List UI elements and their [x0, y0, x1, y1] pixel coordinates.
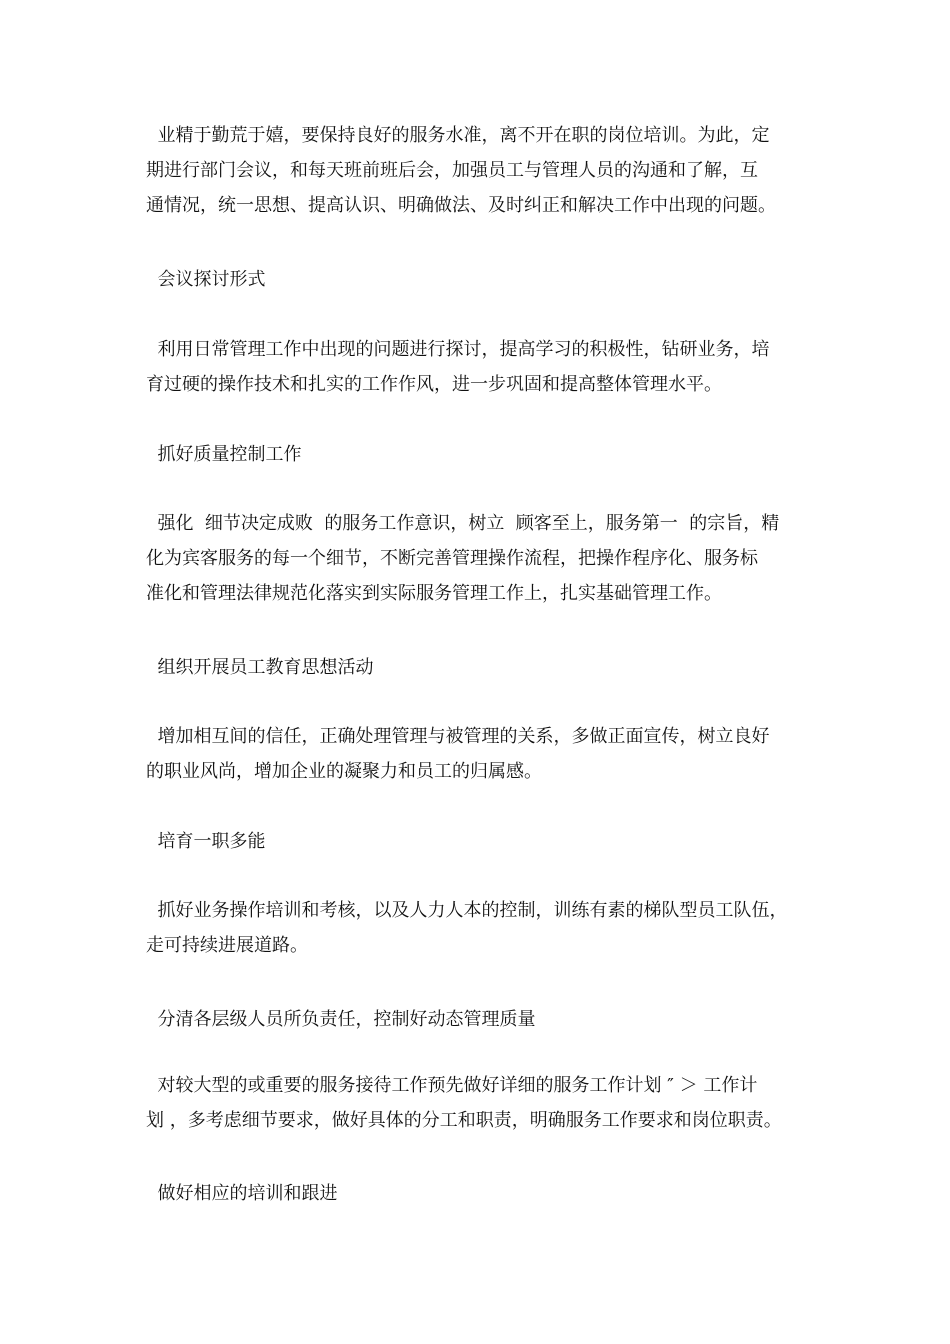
paragraph-4-line-1: 增加相互间的信任，正确处理管理与被管理的关系，多做正面宣传，树立良好	[146, 726, 770, 747]
paragraph-1-line-1: 业精于勤荒于嬉，要保持良好的服务水准，离不开在职的岗位培训。为此，定	[146, 125, 770, 146]
paragraph-2-line-1: 利用日常管理工作中出现的问题进行探讨，提高学习的积极性，钻研业务，培	[146, 339, 770, 360]
section-heading-responsibility: 分清各层级人员所负责任，控制好动态管理质量	[146, 1009, 536, 1030]
paragraph-1-line-3: 通情况，统一思想、提高认识、明确做法、及时纠正和解决工作中出现的问题。	[146, 195, 776, 216]
paragraph-3-line-1: 强化 细节决定成败 的服务工作意识，树立 顾客至上，服务第一 的宗旨，精	[146, 513, 780, 534]
section-heading-quality-control: 抓好质量控制工作	[146, 444, 302, 465]
paragraph-5-line-1: 抓好业务操作培训和考核，以及人力人本的控制，训练有素的梯队型员工队伍，	[146, 900, 788, 921]
paragraph-6-line-1: 对较大型的或重要的服务接待工作预先做好详细的服务工作计划 ″ ＞ 工作计	[146, 1075, 758, 1096]
section-heading-multi-skill: 培育一职多能	[146, 831, 266, 852]
paragraph-5-line-2: 走可持续进展道路。	[146, 935, 308, 956]
paragraph-6-line-2: 划 ，多考虑细节要求，做好具体的分工和职责，明确服务工作要求和岗位职责。	[146, 1110, 782, 1131]
section-heading-training-follow-up: 做好相应的培训和跟进	[146, 1183, 338, 1204]
section-heading-meeting-discussion: 会议探讨形式	[146, 269, 266, 290]
paragraph-2-line-2: 育过硬的操作技术和扎实的工作作风，进一步巩固和提高整体管理水平。	[146, 374, 722, 395]
paragraph-4-line-2: 的职业风尚，增加企业的凝聚力和员工的归属感。	[146, 761, 542, 782]
paragraph-3-line-2: 化为宾客服务的每一个细节，不断完善管理操作流程，把操作程序化、服务标	[146, 548, 758, 569]
paragraph-3-line-3: 准化和管理法律规范化落实到实际服务管理工作上，扎实基础管理工作。	[146, 583, 722, 604]
paragraph-1-line-2: 期进行部门会议，和每天班前班后会，加强员工与管理人员的沟通和了解，互	[146, 160, 758, 181]
section-heading-staff-education: 组织开展员工教育思想活动	[146, 657, 374, 678]
